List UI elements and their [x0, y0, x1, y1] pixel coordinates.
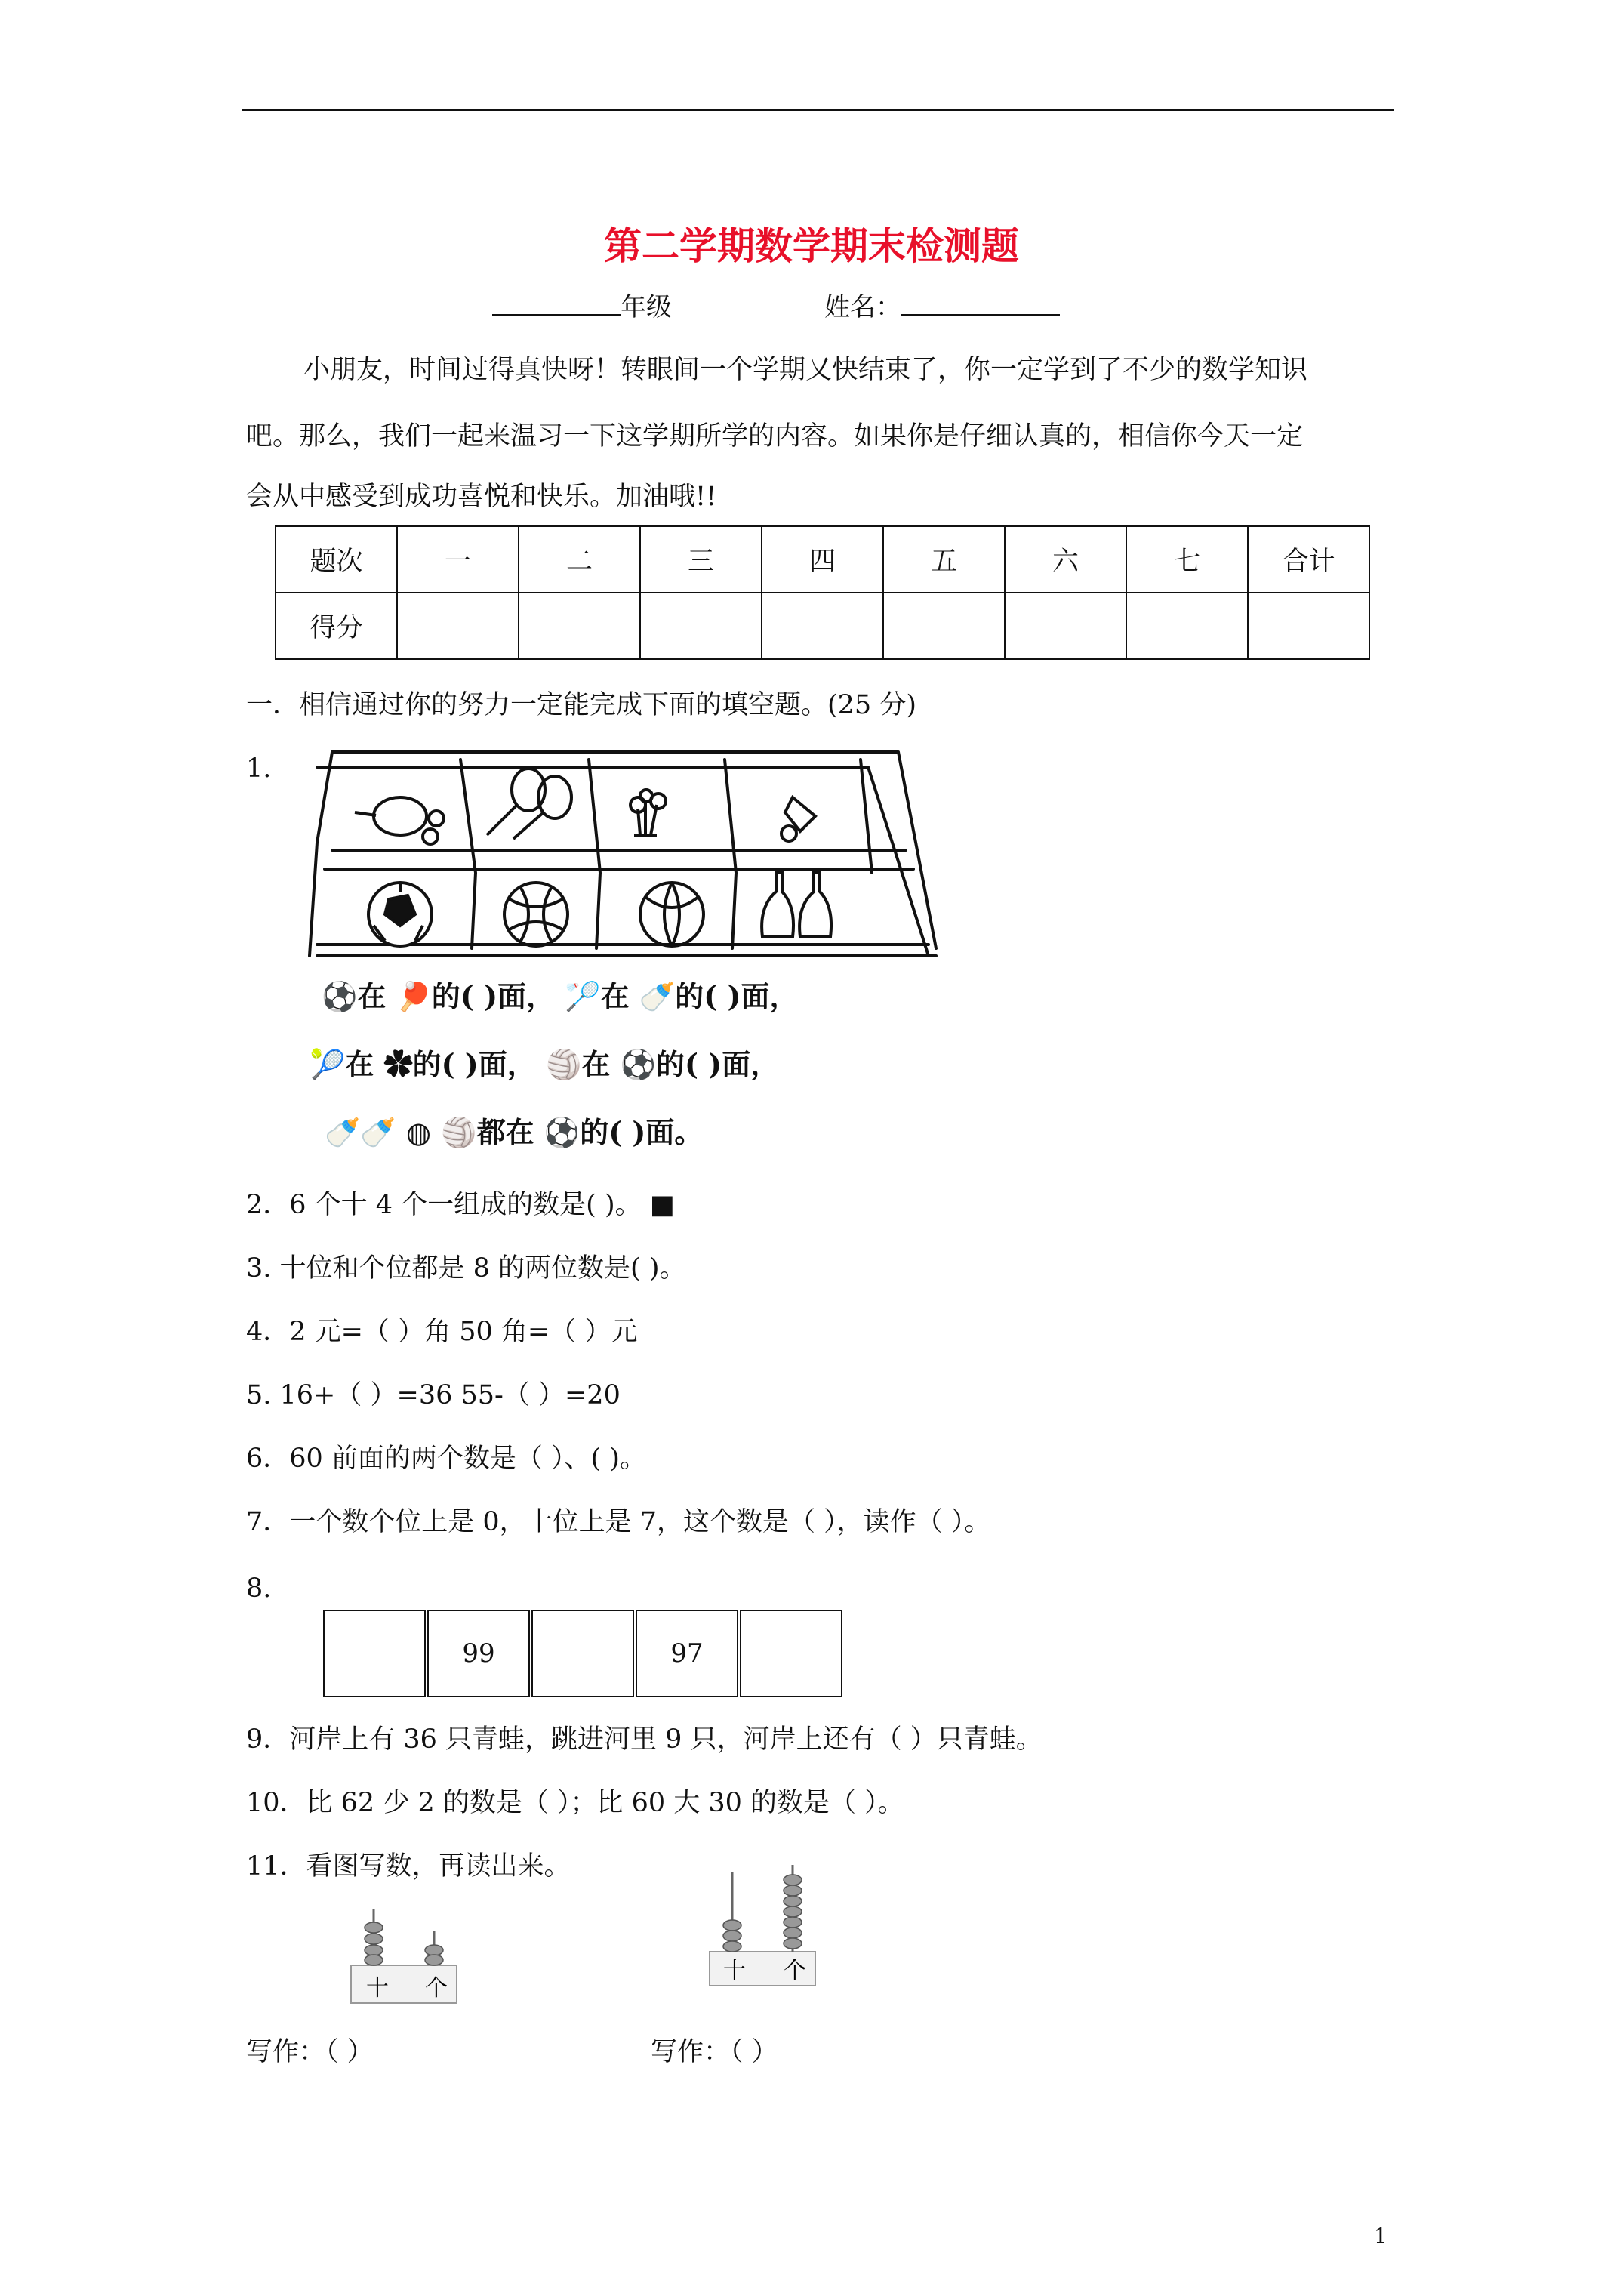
q1-text: 的( )面，	[655, 1047, 780, 1081]
volleyball-icon: 🏐	[441, 1115, 477, 1149]
score-cell[interactable]	[762, 593, 883, 659]
q1-text: 的( )面。	[580, 1115, 704, 1149]
question-8: 8.	[246, 1573, 272, 1604]
soccer-ball-icon: ⚽	[620, 1047, 656, 1081]
write-answer-left: 写作：（ ）	[246, 2037, 374, 2067]
q1-text: 都在	[476, 1115, 534, 1149]
score-table	[275, 525, 1370, 660]
abacus-ones-label: 个	[784, 1958, 806, 1984]
header-rule	[242, 109, 1394, 111]
score-header-row	[276, 526, 1369, 593]
paddle-icon	[355, 797, 444, 844]
score-header: 三	[640, 526, 762, 593]
score-header: 题次	[276, 526, 397, 593]
question-10: 10．比 62 少 2 的数是（ ）；比 60 大 30 的数是（ ）。	[246, 1788, 904, 1818]
score-header: 四	[762, 526, 883, 593]
number-sequence-table	[322, 1608, 844, 1699]
question-6: 6．60 前面的两个数是（ ）、( )。	[246, 1444, 646, 1474]
score-cell[interactable]	[883, 593, 1005, 659]
racket-icon: 🎾	[310, 1047, 346, 1081]
q1-line1	[322, 974, 798, 1019]
score-header: 合计	[1248, 526, 1369, 593]
abacus-left	[343, 1894, 464, 2014]
bottle-icon: 🍼	[639, 979, 676, 1013]
volleyball-icon	[504, 883, 568, 946]
write-answer-right: 写作：（ ）	[651, 2037, 778, 2067]
abacus-right	[702, 1850, 823, 2001]
score-cell[interactable]	[1126, 593, 1248, 659]
sequence-cell[interactable]	[740, 1610, 842, 1697]
abacus-ones-label: 个	[425, 1975, 448, 2002]
shelf-illustration	[302, 737, 944, 963]
score-header: 二	[519, 526, 640, 593]
volleyball-icon: 🏐	[546, 1047, 582, 1081]
soccer-ball-icon: ⚽	[544, 1115, 581, 1149]
q1-line3	[325, 1110, 703, 1155]
score-header: 六	[1005, 526, 1126, 593]
question-2: 2．6 个十 4 个一组成的数是( )。 ■	[246, 1190, 675, 1220]
racket-icon	[487, 769, 571, 839]
q1-text: 在	[600, 979, 630, 1013]
score-row	[276, 593, 1369, 659]
score-header: 五	[883, 526, 1005, 593]
bottles-icon: 🍼🍼	[325, 1115, 396, 1149]
intro-paragraph	[246, 337, 1394, 519]
grade-field	[492, 288, 672, 324]
score-header: 七	[1126, 526, 1248, 593]
grade-label: 年级	[621, 292, 672, 322]
name-blank[interactable]	[901, 288, 1060, 316]
flower-icon: ✿	[383, 1047, 413, 1081]
q1-text: 的( )面，	[412, 1047, 536, 1081]
question-7: 7．一个数个位上是 0，十位上是 7，这个数是（ ），读作（ ）。	[246, 1507, 991, 1537]
grade-blank[interactable]	[492, 288, 621, 316]
soccer-ball-icon: ⚽	[322, 979, 358, 1013]
question-9: 9．河岸上有 36 只青蛙，跳进河里 9 只，河岸上还有（ ）只青蛙。	[246, 1724, 1042, 1755]
section1-heading: 一．相信通过你的努力一定能完成下面的填空题。(25 分)	[246, 690, 916, 720]
intro-line: 小朋友，时间过得真快呀！转眼间一个学期又快结束了，你一定学到了不少的数学知识	[303, 355, 1308, 385]
q1-number: 1.	[246, 754, 272, 784]
name-label: 姓名：	[824, 292, 901, 322]
sequence-cell: 99	[427, 1610, 530, 1697]
shuttlecock-icon	[781, 797, 815, 841]
paddle-icon: 🏓	[396, 979, 432, 1013]
bottles-icon	[762, 873, 831, 937]
soccer-ball-icon	[368, 883, 432, 946]
beach-ball-icon: ◍	[405, 1115, 432, 1149]
question-5: 5. 16+（ ）=36 55-（ ）=20	[246, 1380, 621, 1410]
score-cell[interactable]	[640, 593, 762, 659]
question-3: 3. 十位和个位都是 8 的两位数是( )。	[246, 1253, 686, 1284]
q1-text: 在	[357, 979, 387, 1013]
q1-text: 在	[581, 1047, 611, 1081]
sequence-cell[interactable]	[531, 1610, 634, 1697]
q1-text: 的( )面，	[431, 979, 556, 1013]
shuttlecock-icon: 🏸	[565, 979, 601, 1013]
score-header: 一	[397, 526, 519, 593]
intro-line: 吧。那么，我们一起来温习一下这学期所学的内容。如果你是仔细认真的，相信你今天一定	[246, 421, 1304, 451]
score-cell[interactable]	[1248, 593, 1369, 659]
question-11: 11．看图写数，再读出来。	[246, 1851, 571, 1881]
abacus-tens-label: 十	[723, 1958, 746, 1984]
page-title: 第二学期数学期末检测题	[604, 223, 1019, 268]
score-cell[interactable]	[397, 593, 519, 659]
beach-ball-icon	[640, 883, 704, 946]
flower-icon	[630, 790, 666, 835]
name-field	[824, 288, 1060, 324]
q1-line2	[310, 1042, 779, 1087]
question-4: 4．2 元=（ ）角 50 角=（ ）元	[246, 1317, 638, 1347]
sequence-cell: 97	[636, 1610, 738, 1697]
q1-text: 的( )面，	[675, 979, 799, 1013]
page-number: 1	[1374, 2224, 1387, 2248]
score-row-label: 得分	[276, 593, 397, 659]
score-cell[interactable]	[519, 593, 640, 659]
abacus-tens-label: 十	[366, 1975, 389, 2002]
intro-line: 会从中感受到成功喜悦和快乐。加油哦!!	[246, 482, 717, 512]
q1-text: 在	[345, 1047, 374, 1081]
score-cell[interactable]	[1005, 593, 1126, 659]
sequence-cell[interactable]	[323, 1610, 426, 1697]
